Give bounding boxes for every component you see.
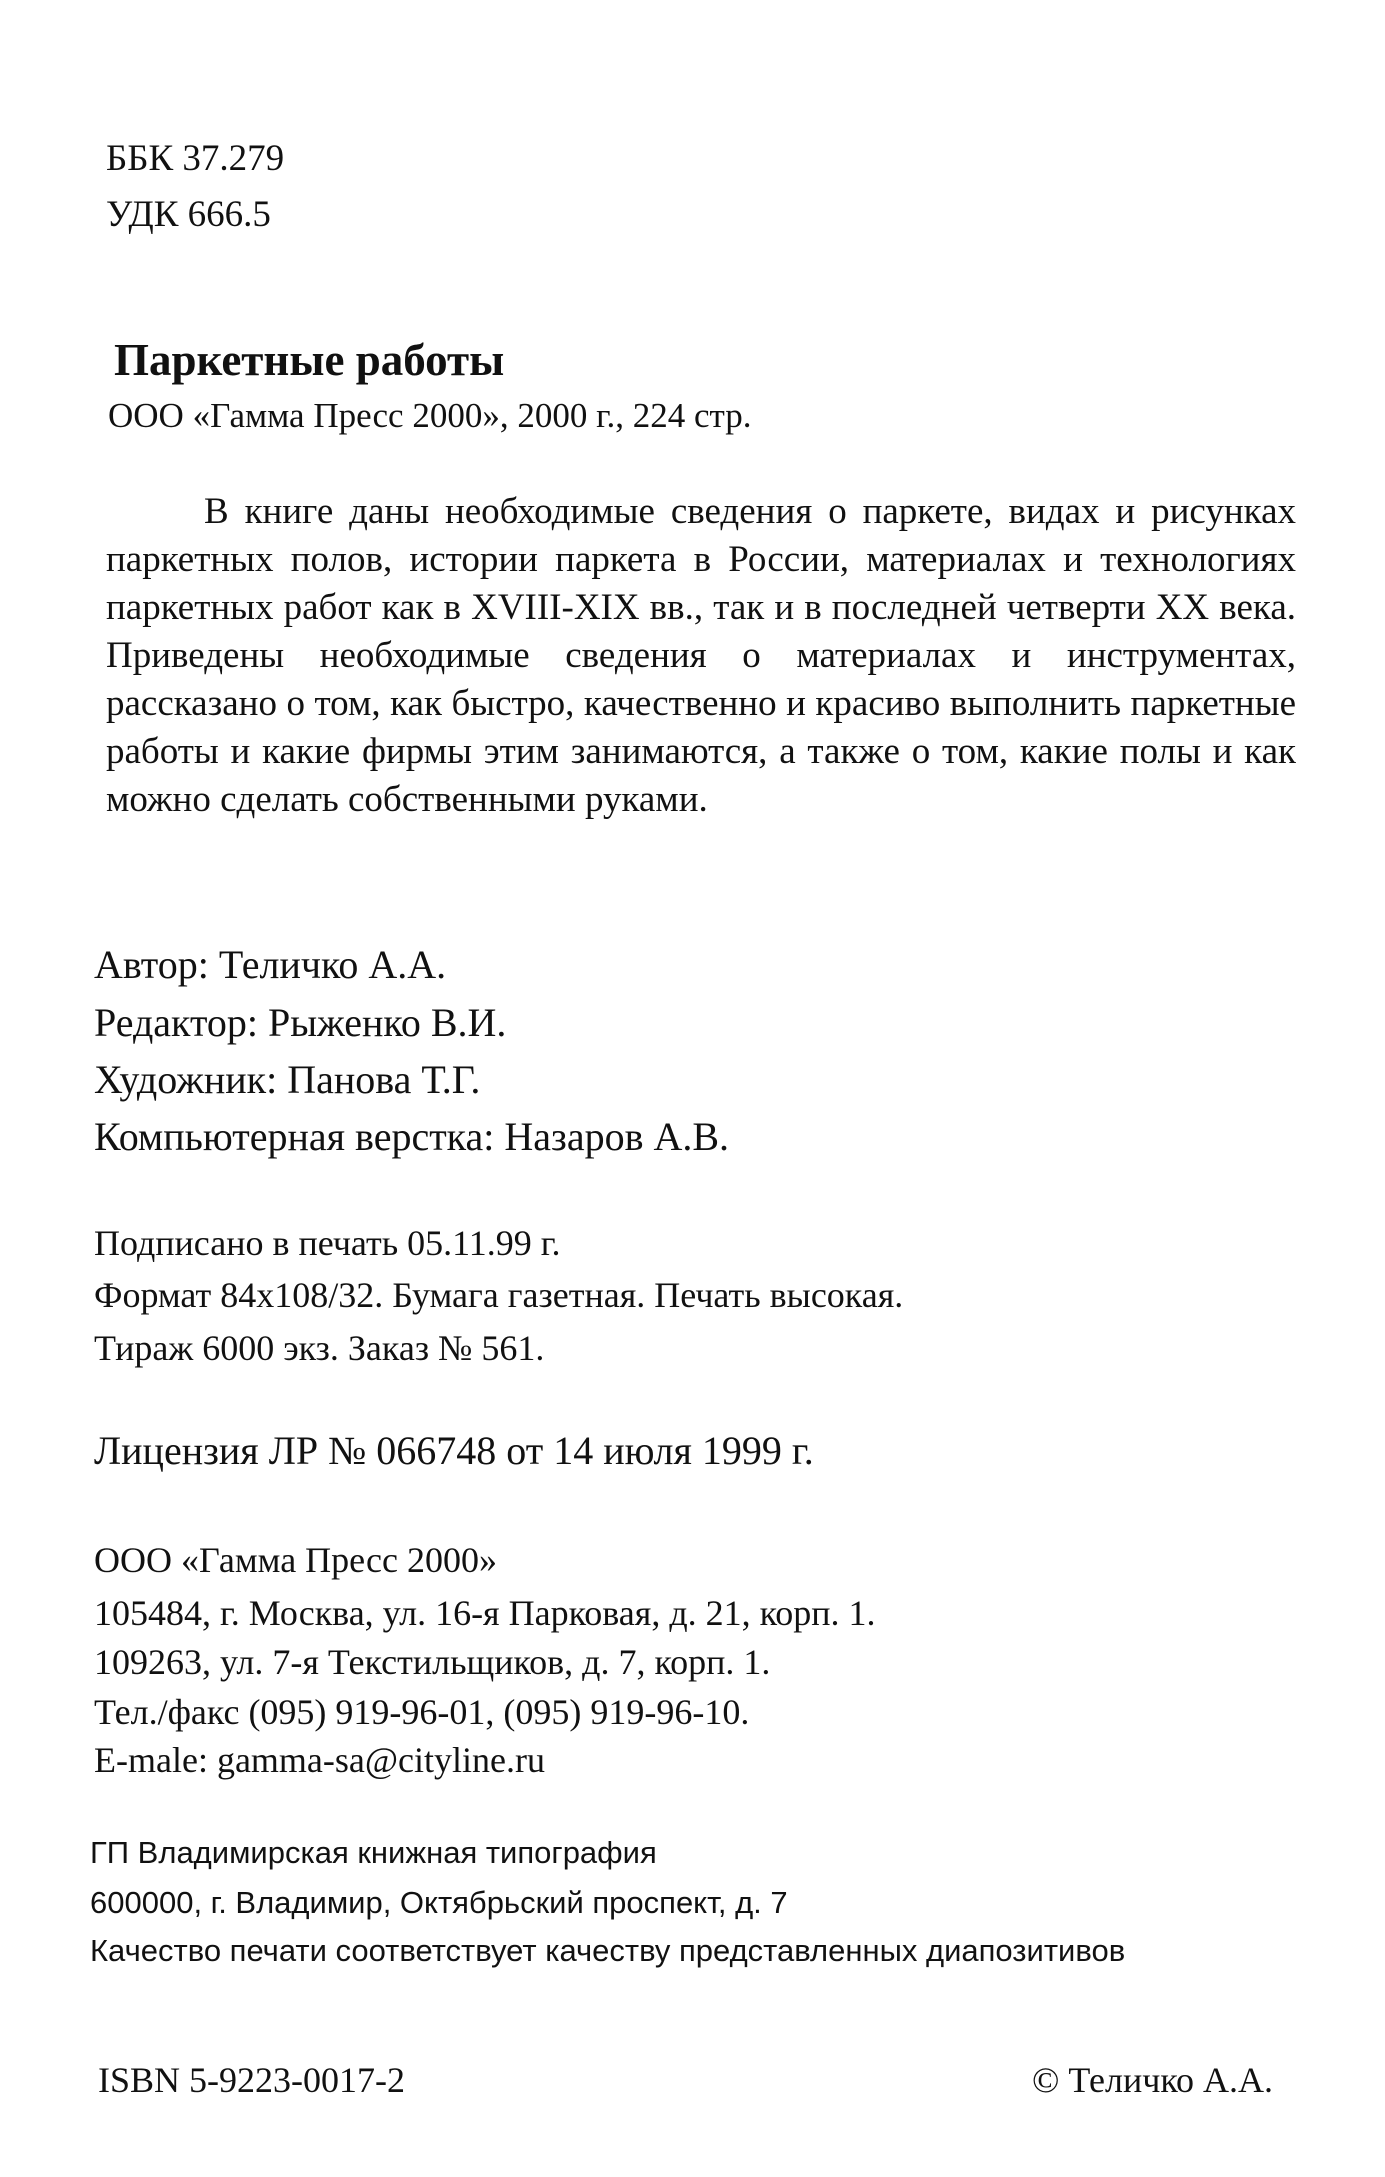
isbn: ISBN 5-9223-0017-2 bbox=[98, 2060, 405, 2100]
book-abstract: В книге даны необходимые сведения о паркете, видах и рисунках паркетных полов, истории паркета в России, материалах и технологиях паркетных работ как в XVIII-XIX вв., так и в последней четверти XX века. Приведены необходимые сведения о материалах и инструментах, рассказано о том, как быстро, качественно и красиво выполнить паркетные работы и какие фирмы этим занимаются, а также о том, какие полы и как можно сделать собственными руками. bbox=[106, 491, 1296, 820]
bbk-code: ББК 37.279 bbox=[106, 138, 285, 179]
signed-date: Подписано в печать 05.11.99 г. bbox=[94, 1223, 561, 1263]
printer-name: ГП Владимирская книжная типография bbox=[90, 1835, 657, 1870]
publisher-name: ООО «Гамма Пресс 2000» bbox=[94, 1540, 498, 1580]
layout-credit: Компьютерная верстка: Назаров А.В. bbox=[94, 1114, 730, 1159]
editor-credit: Редактор: Рыженко В.И. bbox=[94, 1000, 507, 1045]
udk-code: УДК 666.5 bbox=[106, 194, 271, 235]
publication-info: ООО «Гамма Пресс 2000», 2000 г., 224 стр. bbox=[108, 396, 752, 435]
publisher-phone: Тел./факс (095) 919-96-01, (095) 919-96-10. bbox=[94, 1692, 750, 1732]
license-info: Лицензия ЛР № 066748 от 14 июля 1999 г. bbox=[94, 1428, 814, 1473]
copyright: © Теличко А.А. bbox=[1032, 2060, 1273, 2100]
publisher-address-2: 109263, ул. 7-я Текстильщиков, д. 7, корп. 1. bbox=[94, 1642, 771, 1682]
print-quality-note: Качество печати соответствует качеству представленных диапозитивов bbox=[90, 1933, 1126, 1968]
publisher-address-1: 105484, г. Москва, ул. 16-я Парковая, д. 21, корп. 1. bbox=[94, 1593, 876, 1633]
book-title: Паркетные работы bbox=[114, 335, 505, 385]
author-credit: Автор: Теличко А.А. bbox=[94, 942, 447, 987]
print-run: Тираж 6000 экз. Заказ № 561. bbox=[94, 1328, 545, 1368]
publisher-email: E-male: gamma-sa@cityline.ru bbox=[94, 1740, 545, 1780]
printer-address: 600000, г. Владимир, Октябрьский проспект, д. 7 bbox=[90, 1885, 788, 1920]
artist-credit: Художник: Панова Т.Г. bbox=[94, 1057, 481, 1102]
format-info: Формат 84x108/32. Бумага газетная. Печать высокая. bbox=[94, 1275, 904, 1315]
